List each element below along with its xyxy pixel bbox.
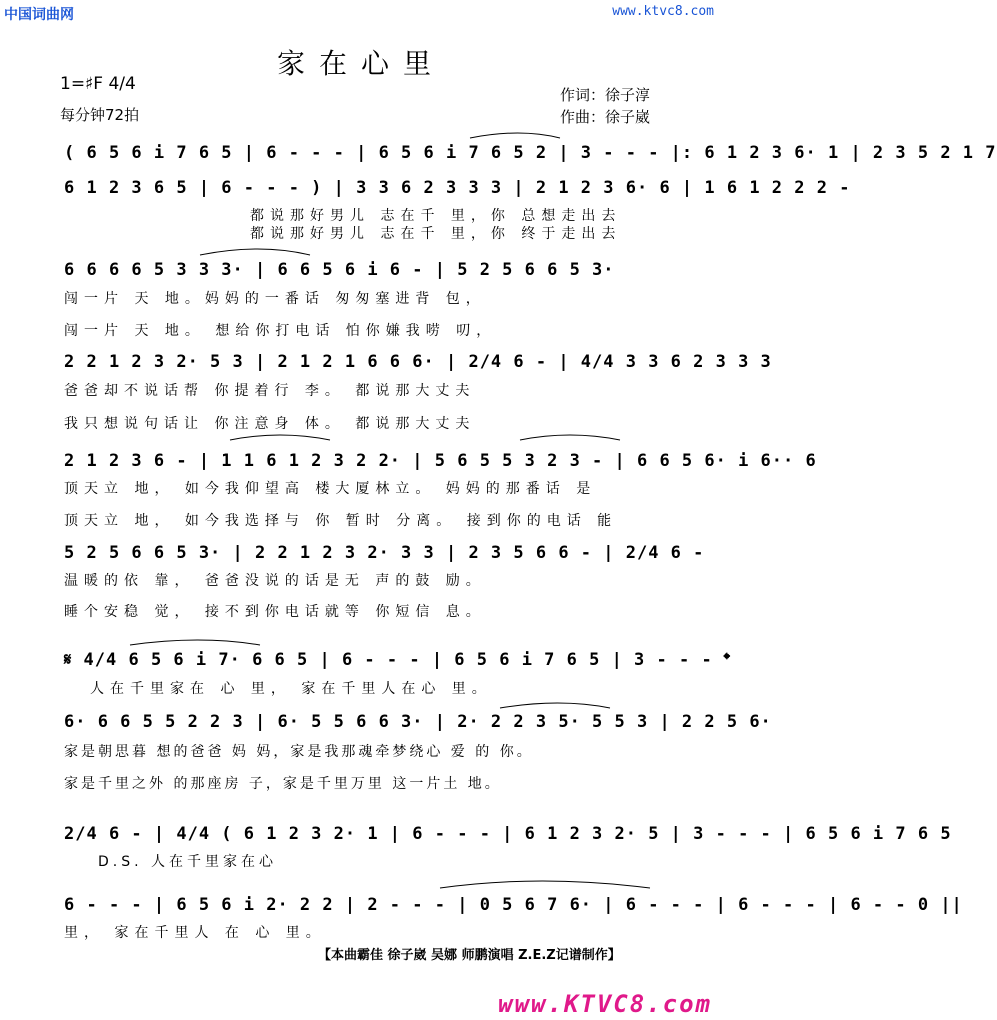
lyric-row-6-verse-2: 睡个安稳 觉， 接不到你电话就等 你短信 息。 — [64, 604, 486, 620]
lyric-row-3-verse-1: 闯一片 天 地。妈妈的一番话 匆匆塞进背 包， — [64, 291, 486, 307]
score-row-6: 5 2 5 6 6 5 3· | 2 2 1 2 3 2· 3 3 | 2 3 5 6 6 - | 2/4 6 - — [64, 543, 705, 563]
lyric-row-2-verse-1: 都说那好男儿 志在千 里，你 总想走出去 — [250, 208, 622, 224]
score-row-10: 6 - - - | 6 5 6 i 2· 2 2 | 2 - - - | 0 5 6 7 6· | 6 - - - | 6 - - - | 6 - - 0 || — [64, 895, 963, 915]
lyric-row-6-verse-1: 温暖的依 靠， 爸爸没说的话是无 声的鼓 励。 — [64, 573, 486, 589]
site-url-bottom[interactable]: www.KTVC8.com — [498, 990, 712, 1018]
score-row-5: 2 1 2 3 6 - | 1 1 6 1 2 3 2 2· | 5 6 5 5 3 2 3 - | 6 6 5 6· i 6·· 6 — [64, 451, 817, 471]
lyricist: 作词：徐子淳 — [560, 86, 651, 104]
key-signature: 1=♯F 4/4 — [60, 74, 136, 94]
lyric-row-4-verse-1: 爸爸却不说话帮 你提着行 李。 都说那大丈夫 — [64, 383, 476, 399]
score-row-3: 6 6 6 6 5 3 3 3· | 6 6 5 6 i 6 - | 5 2 5 6 6 5 3· — [64, 260, 615, 280]
score-row-1: ( 6 5 6 i 7 6 5 | 6 - - - | 6 5 6 i 7 6 5 2 | 3 - - - |: 6 1 2 3 6· 1 | 2 3 5 2 1 7 — [64, 143, 997, 163]
score-row-4: 2 2 1 2 3 2· 5 3 | 2 1 2 1 6 6 6· | 2/4 6 - | 4/4 3 3 6 2 3 3 3 — [64, 352, 772, 372]
lyric-row-10: 里， 家在千里人 在 心 里。 — [64, 925, 326, 941]
score-row-2: 6 1 2 3 6 5 | 6 - - - ) | 3 3 6 2 3 3 3 | 2 1 2 3 6· 6 | 1 6 1 2 2 2 - — [64, 178, 851, 198]
credits-footer: 【本曲霸佳 徐子崴 吴娜 师鹏演唱 Z.E.Z记谱制作】 — [318, 948, 621, 963]
lyric-row-2-verse-2: 都说那好男儿 志在千 里，你 终于走出去 — [250, 226, 622, 242]
tempo: 每分钟72拍 — [60, 106, 140, 124]
song-title: 家在心里 — [276, 47, 445, 80]
score-row-9: 2/4 6 - | 4/4 ( 6 1 2 3 2· 1 | 6 - - - | 6 1 2 3 2· 5 | 3 - - - | 6 5 6 i 7 6 5 — [64, 824, 952, 844]
composer: 作曲：徐子崴 — [560, 108, 651, 126]
lyric-row-4-verse-2: 我只想说句话让 你注意身 体。 都说那大丈夫 — [64, 416, 476, 432]
score-row-8: 6· 6 6 5 5 2 2 3 | 6· 5 5 6 6 3· | 2· 2 2 3 5· 5 5 3 | 2 2 5 6· — [64, 712, 772, 732]
lyric-row-8-verse-1: 家是朝思暮 想的爸爸 妈 妈，家是我那魂牵梦绕心 爱 的 你。 — [64, 744, 534, 760]
lyric-row-3-verse-2: 闯一片 天 地。 想给你打电话 怕你嫌我唠 叨， — [64, 323, 497, 339]
lyric-row-9: D.S. 人在千里家在心 — [98, 854, 278, 870]
lyric-row-5-verse-2: 顶天立 地， 如今我选择与 你 暂时 分离。 接到你的电话 能 — [64, 513, 618, 529]
lyric-row-8-verse-2: 家是千里之外 的那座房 子，家是千里万里 这一片土 地。 — [64, 776, 502, 792]
lyric-row-7: 人在千里家在 心 里， 家在千里人在心 里。 — [90, 681, 492, 697]
site-url-top[interactable]: www.ktvc8.com — [612, 4, 714, 19]
score-row-7: 𝄋 4/4 6 5 6 i 7· 6 6 5 | 6 - - - | 6 5 6 i 7 6 5 | 3 - - - 𝄌 — [64, 650, 731, 670]
site-name-top: 中国词曲网 — [4, 7, 74, 23]
lyric-row-5-verse-1: 顶天立 地， 如今我仰望高 楼大厦林立。 妈妈的那番话 是 — [64, 481, 597, 497]
